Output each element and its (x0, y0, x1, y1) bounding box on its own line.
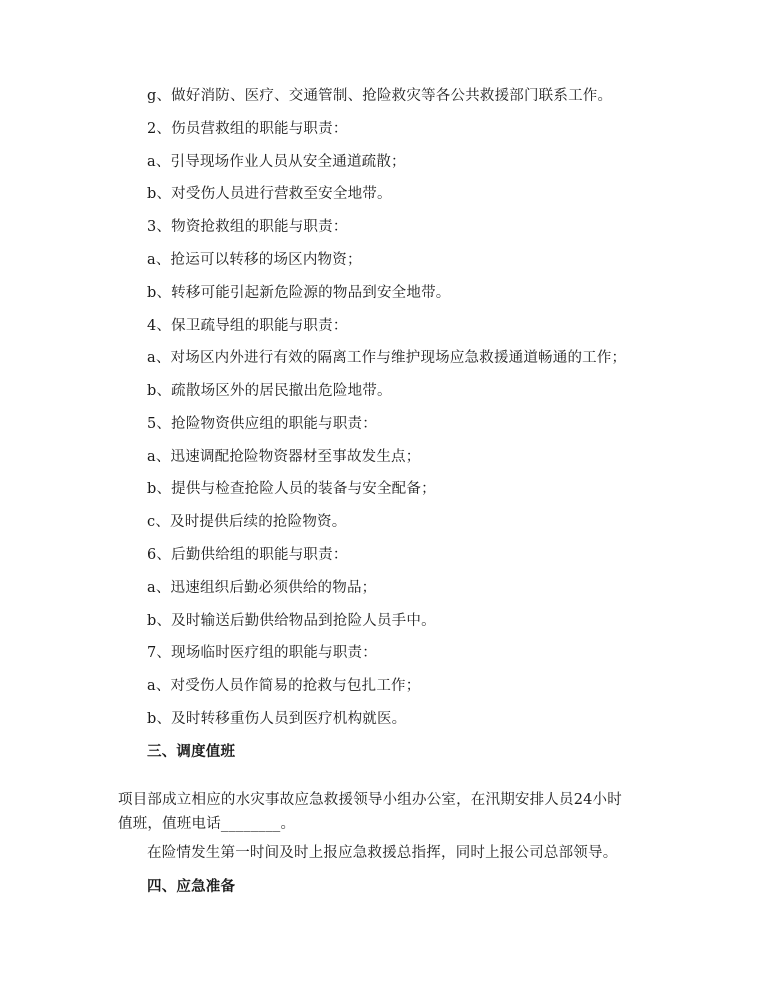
paragraph (118, 788, 658, 836)
text-line: b、转移可能引起新危险源的物品到安全地带。 (147, 285, 451, 301)
text-line: a、引导现场作业人员从安全通道疏散； (147, 154, 406, 170)
paragraph-line: 值班，值班电话________。 (118, 816, 296, 832)
text-line: g、做好消防、医疗、交通管制、抢险救灾等各公共救援部门联系工作。 (147, 88, 613, 104)
text-line: a、对受伤人员作简易的抢救与包扎工作； (147, 678, 421, 694)
section-heading: 四、应急准备 (147, 878, 236, 895)
text-line: 4、保卫疏导组的职能与职责： (147, 318, 348, 334)
text-line: 7、现场临时医疗组的职能与职责： (147, 645, 377, 661)
text-line: b、对受伤人员进行营救至安全地带。 (147, 186, 392, 202)
text-line: 5、抢险物资供应组的职能与职责： (147, 416, 377, 432)
text-line: a、对场区内外进行有效的隔离工作与维护现场应急救援通道畅通的工作； (147, 350, 627, 366)
text-line: 3、物资抢救组的职能与职责： (147, 219, 348, 235)
text-line: 6、后勤供给组的职能与职责： (147, 547, 348, 563)
text-line: b、提供与检查抢险人员的装备与安全配备； (147, 481, 436, 497)
text-line: a、抢运可以转移的场区内物资； (147, 252, 362, 268)
text-line: a、迅速组织后勤必须供给的物品； (147, 580, 377, 596)
text-line: b、及时输送后勤供给物品到抢险人员手中。 (147, 613, 436, 629)
text-line: b、及时转移重伤人员到医疗机构就医。 (147, 711, 407, 727)
section-heading: 三、调度值班 (147, 743, 236, 760)
text-line: a、迅速调配抢险物资器材至事故发生点； (147, 449, 421, 465)
text-line: c、及时提供后续的抢险物资。 (147, 514, 347, 530)
paragraph-line: 项目部成立相应的水灾事故应急救援领导小组办公室，在汛期安排人员24小时 (118, 792, 622, 808)
text-line: b、疏散场区外的居民撤出危险地带。 (147, 383, 392, 399)
paragraph: 在险情发生第一时间及时上报应急救援总指挥，同时上报公司总部领导。 (147, 845, 618, 861)
text-line: 2、伤员营救组的职能与职责： (147, 121, 348, 137)
